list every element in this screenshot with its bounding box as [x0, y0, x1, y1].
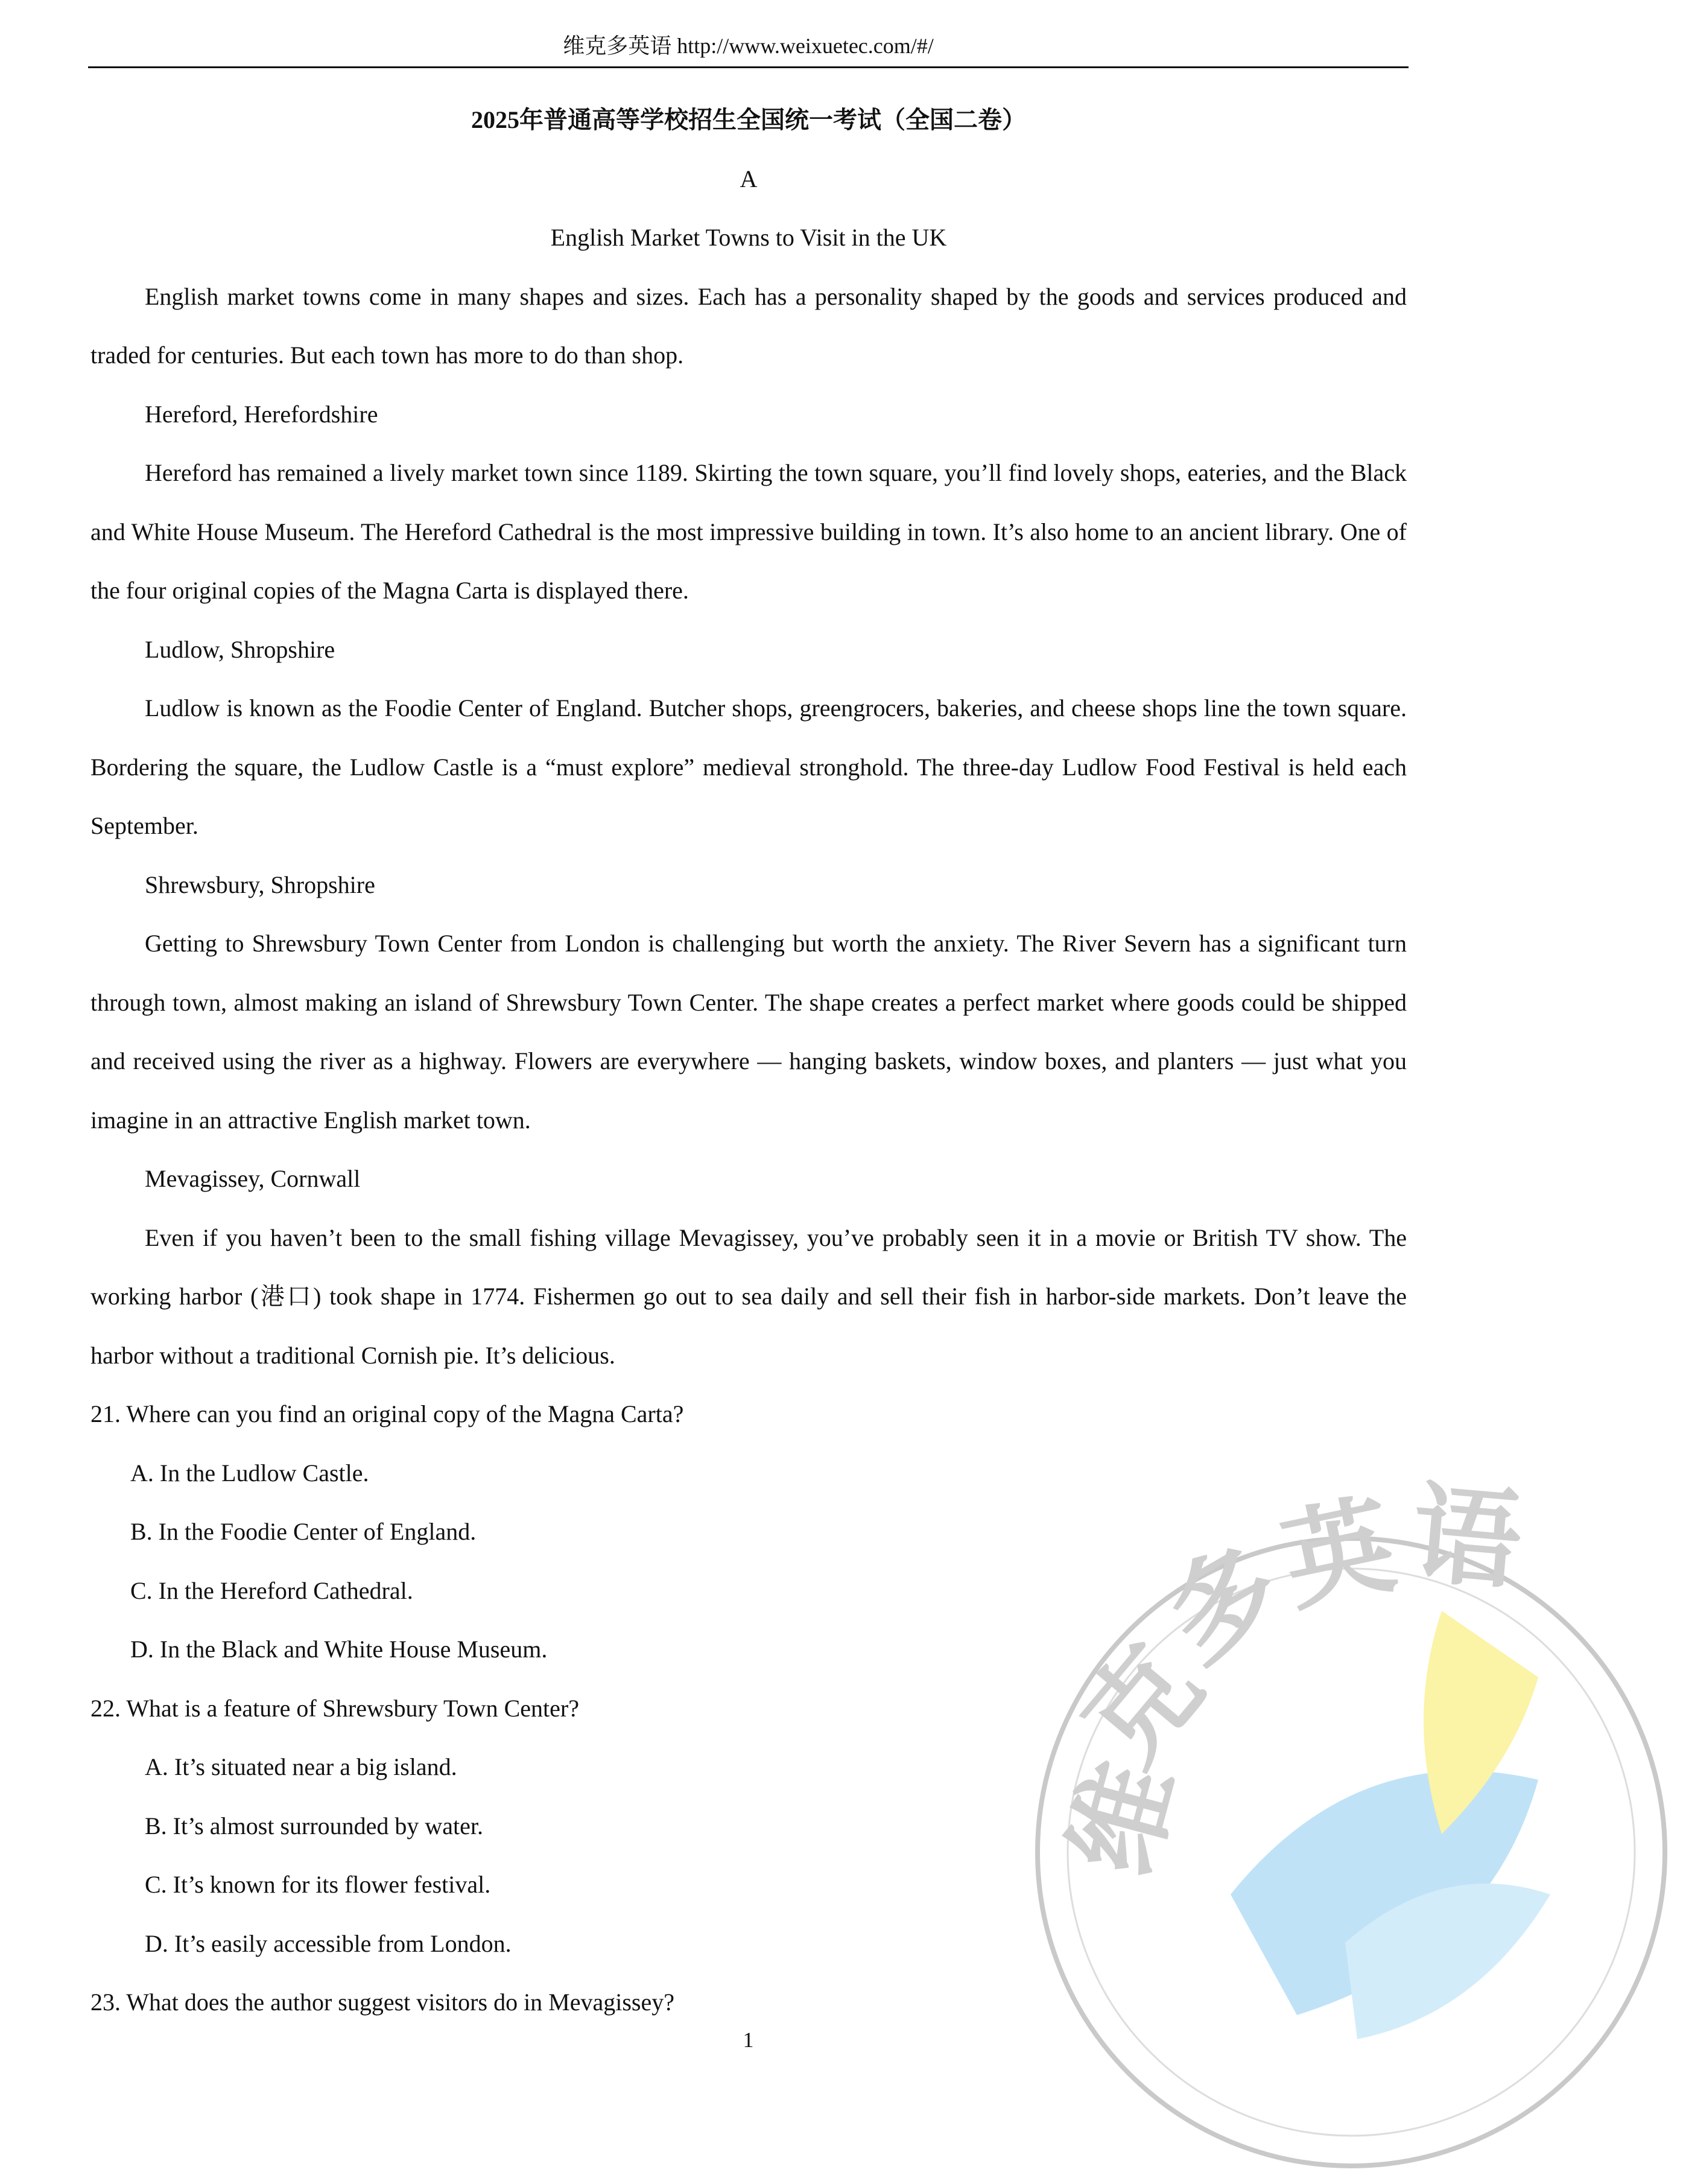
town-paragraph-mevagissey: Even if you haven’t been to the small fishing village Mevagissey, you’ve probably seen it in a movie or British TV show. The working harbor (港口) took shape in 1774. Fishermen go out to sea daily and sell their fish in harbor-side markets. Don’t leave the harbor without a traditional Cornish pie. It’s delicious.: [90, 1224, 1407, 1369]
question-21-option-c: C. In the Hereford Cathedral.: [130, 1576, 413, 1604]
question-21-option-b: B. In the Foodie Center of England.: [130, 1518, 477, 1545]
article-title: English Market Towns to Visit in the UK: [550, 224, 947, 251]
header-divider: [88, 66, 1409, 68]
question-21: 21. Where can you find an original copy of the Magna Carta?: [90, 1400, 684, 1427]
town-paragraph-ludlow: Ludlow is known as the Foodie Center of England. Butcher shops, greengrocers, bakeries, and cheese shops line the town square. Bordering the square, the Ludlow Castle is a “must explore” medieval stronghold. The three-day Ludlow Food Festival is held each September.: [90, 694, 1407, 839]
question-21-option-a: A. In the Ludlow Castle.: [130, 1459, 369, 1487]
svg-text:多: 多: [1146, 1522, 1303, 1686]
svg-text:英: 英: [1272, 1481, 1406, 1628]
svg-text:克: 克: [1059, 1623, 1226, 1788]
town-heading-mevagissey: Mevagissey, Cornwall: [145, 1165, 361, 1192]
question-22-option-b: B. It’s almost surrounded by water.: [145, 1812, 484, 1840]
question-22-option-d: D. It’s easily accessible from London.: [145, 1929, 512, 1957]
town-heading-ludlow: Ludlow, Shropshire: [145, 635, 335, 663]
town-paragraph-hereford: Hereford has remained a lively market town since 1189. Skirting the town square, you’ll find lovely shops, eateries, and the Black and White House Museum. The Hereford Cathedral is the most impressive building in town. It’s also home to an ancient library. One of the four original copies of the Magna Carta is displayed there.: [90, 459, 1407, 604]
intro-paragraph: English market towns come in many shapes and sizes. Each has a personality shaped by the goods and services produced and traded for centuries. But each town has more to do than shop.: [90, 282, 1407, 369]
svg-text:维: 维: [1048, 1750, 1199, 1888]
question-22-option-a: A. It’s situated near a big island.: [145, 1753, 457, 1780]
question-22-option-c: C. It’s known for its flower festival.: [145, 1871, 491, 1898]
svg-text:语: 语: [1407, 1470, 1526, 1606]
exam-content: [90, 90, 1407, 2032]
question-22: 22. What is a feature of Shrewsbury Town Center?: [90, 1694, 579, 1722]
question-23: 23. What does the author suggest visitors do in Mevagissey?: [90, 1989, 675, 2016]
town-heading-shrewsbury: Shrewsbury, Shropshire: [145, 871, 375, 898]
page-header: 维克多英语 http://www.weixuetec.com/#/: [563, 34, 934, 58]
page-number: 1: [743, 2028, 754, 2052]
exam-title: 2025年普通高等学校招生全国统一考试（全国二卷）: [471, 106, 1026, 133]
town-heading-hereford: Hereford, Herefordshire: [145, 400, 378, 428]
town-paragraph-shrewsbury: Getting to Shrewsbury Town Center from London is challenging but worth the anxiety. The River Severn has a significant turn through town, almost making an island of Shrewsbury Town Center. The shape creates a perfect market where goods could be shipped and received using the river as a highway. Flowers are everywhere — hanging baskets, window boxes, and planters — just what you imagine in an attractive English market town.: [90, 930, 1407, 1134]
section-label: A: [740, 165, 758, 192]
question-21-option-d: D. In the Black and White House Museum.: [130, 1636, 548, 1663]
